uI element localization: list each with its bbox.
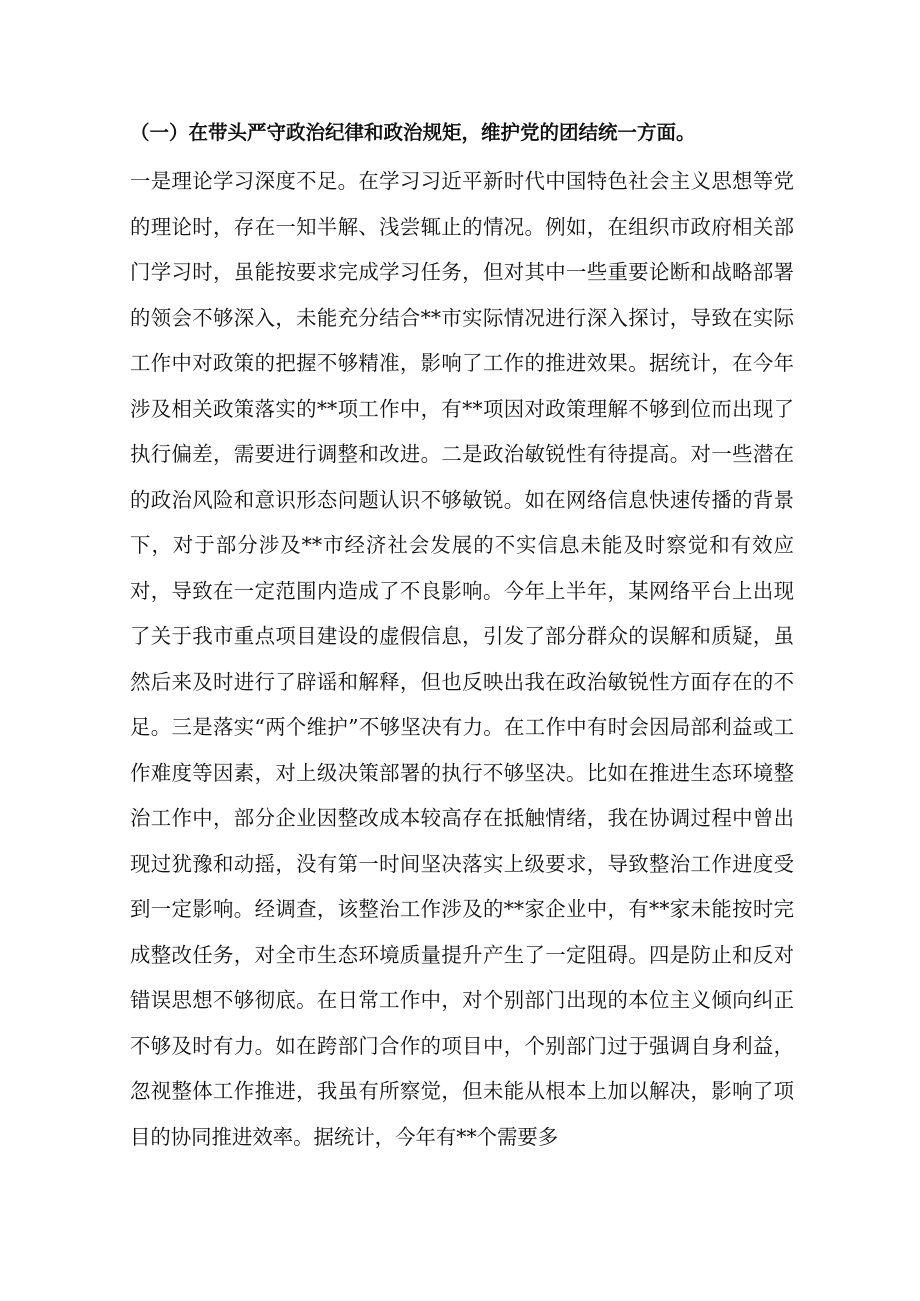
- section-heading: （一）在带头严守政治纪律和政治规矩，维护党的团结统一方面。: [130, 121, 696, 144]
- body-paragraph: 一是理论学习深度不足。在学习习近平新时代中国特色社会主义思想等党的理论时，存在一知半解、浅尝辄止的情况。例如，在组织市政府相关部门学习时，虽能按要求完成学习任务，但对其中一些重要论断和战略部署的领会不够深入，未能充分结合**市实际情况进行深入探讨，导致在实际工作中对政策的把握不够精准，影响了工作的推进效果。据统计，在今年涉及相关政策落实的**项工作中，有**项因对政策理解不够到位而出现了执行偏差，需要进行调整和改进。二是政治敏锐性有待提高。对一些潜在的政治风险和意识形态问题认识不够敏锐。如在网络信息快速传播的背景下，对于部分涉及**市经济社会发展的不实信息未能及时察觉和有效应对，导致在一定范围内造成了不良影响。今年上半年，某网络平台上出现了关于我市重点项目建设的虚假信息，引发了部分群众的误解和质疑，虽然后来及时进行了辟谣和解释，但也反映出我在政治敏锐性方面存在的不足。三是落实“两个维护”不够坚决有力。在工作中有时会因局部利益或工作难度等因素，对上级决策部署的执行不够坚决。比如在推进生态环境整治工作中，部分企业因整改成本较高存在抵触情绪，我在协调过程中曾出现过犹豫和动摇，没有第一时间坚决落实上级要求，导致整治工作进度受到一定影响。经调查，该整治工作涉及的**家企业中，有**家未能按时完成整改任务，对全市生态环境质量提升产生了一定阻碍。四是防止和反对错误思想不够彻底。在日常工作中，对个别部门出现的本位主义倾向纠正不够及时有力。如在跨部门合作的项目中，个别部门过于强调自身利益，忽视整体工作推进，我虽有所察觉，但未能从根本上加以解决，影响了项目的协同推进效率。据统计，今年有**个需要多: [130, 169, 794, 1149]
